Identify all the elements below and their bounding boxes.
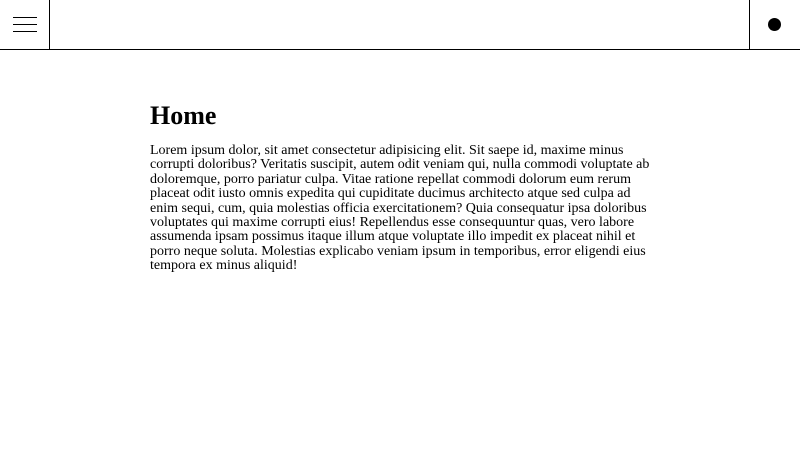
dot-icon [768,18,781,31]
top-bar [0,0,800,50]
dot-button[interactable] [749,0,800,49]
body-text: Lorem ipsum dolor, sit amet consectetur adipisicing elit. Sit saepe id, maxime minus corrupti doloribus? Veritatis suscipit, autem odit veniam qui, nulla commodi voluptate ab doloremque, porro pariatur culpa. Vitae ratione repellat commodi dolorum eum rerum placeat odit iusto omnis expedita qui cupiditate ducimus architecto atque sed culpa ad enim sequi, cum, quia molestias officia exercitationem? Quia consequatur ipsa doloribus voluptates qui maxime corrupti eius! Repellendus esse consequuntur quas, vero labore assumenda ipsam possimus itaque illum atque voluptate illo impedit ex placeat nihil et porro neque soluta. Molestias explicabo veniam ipsum in temporibus, error eligendi eius tempora ex minus aliquid! [150,143,650,274]
hamburger-menu-icon-line [13,31,37,32]
main-content [150,100,655,274]
menu-button[interactable] [0,0,50,49]
hamburger-menu-icon [13,17,37,18]
page-title: Home [150,101,217,130]
hamburger-menu-icon-line [13,24,37,25]
